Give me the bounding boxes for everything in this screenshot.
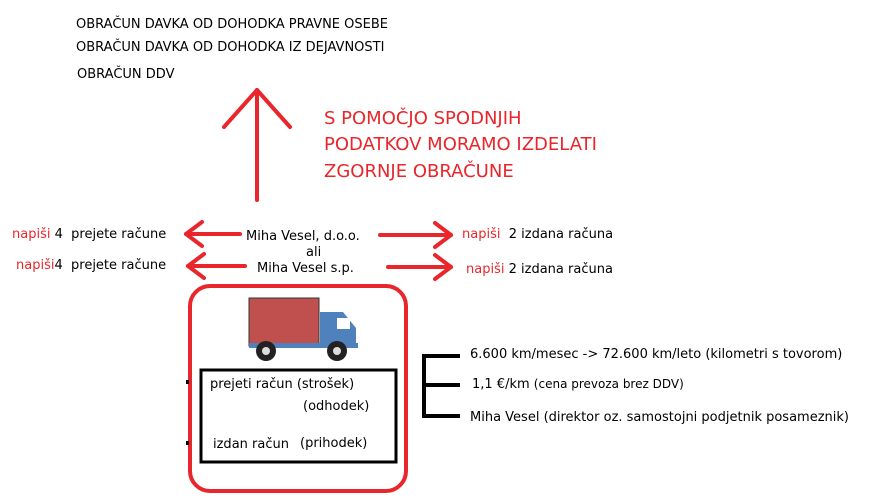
right-row-2-text: izdana računa — [521, 262, 613, 277]
message-line-1: S POMOČJO SPODNJIH — [324, 108, 522, 129]
km-fact: 6.600 km/mesec -> 72.600 km/leto (kilometri s tovorom) — [470, 347, 843, 362]
income-label: (prihodek) — [300, 436, 368, 451]
right-row-1-verb: napiši — [462, 227, 501, 242]
price-value: 1,1 €/km — [472, 377, 530, 392]
expense-label: (odhodek) — [303, 399, 370, 414]
left-row-2-verb: napiši — [16, 258, 55, 273]
left-row-2-text: prejete račune — [71, 258, 167, 273]
left-row-2 — [16, 258, 166, 274]
company-sp: Miha Vesel s.p. — [257, 261, 354, 276]
header-line-1: OBRAČUN DAVKA OD DOHODKA PRAVNE OSEBE — [76, 17, 388, 32]
header-line-2: OBRAČUN DAVKA OD DOHODKA IZ DEJAVNOSTI — [76, 40, 385, 55]
right-row-2 — [466, 262, 613, 278]
right-row-2-count: 2 — [508, 262, 517, 277]
right-row-1-text: izdana računa — [521, 227, 614, 242]
header-line-3: OBRAČUN DDV — [77, 67, 175, 82]
company-or: ali — [306, 245, 322, 260]
owner-fact: Miha Vesel (direktor oz. samostojni podjetnik posameznik) — [470, 410, 849, 425]
right-row-1 — [462, 227, 613, 243]
left-row-2-count: 4 — [54, 258, 63, 273]
company-doo: Miha Vesel, d.o.o. — [246, 229, 360, 244]
left-arrow-icon — [186, 222, 240, 246]
right-row-2-verb: napiši — [466, 262, 505, 277]
right-arrow-icon — [380, 223, 451, 247]
message-line-3: ZGORNJE OBRAČUNE — [324, 161, 514, 182]
left-row-1-text: prejete račune — [71, 227, 167, 242]
brace-icon — [424, 354, 460, 418]
left-row-1-verb: napiši — [12, 227, 51, 242]
right-row-1-count: 2 — [508, 227, 518, 242]
left-row-1 — [12, 227, 166, 243]
price-note: (cena prevoza brez DDV) — [533, 377, 684, 391]
right-arrow-icon — [388, 255, 451, 279]
left-row-1-count: 4 — [54, 227, 63, 242]
received-invoice-label: prejeti račun (strošek) — [210, 377, 355, 392]
issued-invoice-label: izdan račun — [213, 437, 289, 452]
message-line-2: PODATKOV MORAMO IZDELATI — [324, 134, 597, 155]
left-arrow-icon — [188, 254, 245, 278]
price-fact — [472, 376, 684, 393]
truck-icon — [249, 298, 358, 361]
up-arrow-icon — [224, 90, 290, 200]
